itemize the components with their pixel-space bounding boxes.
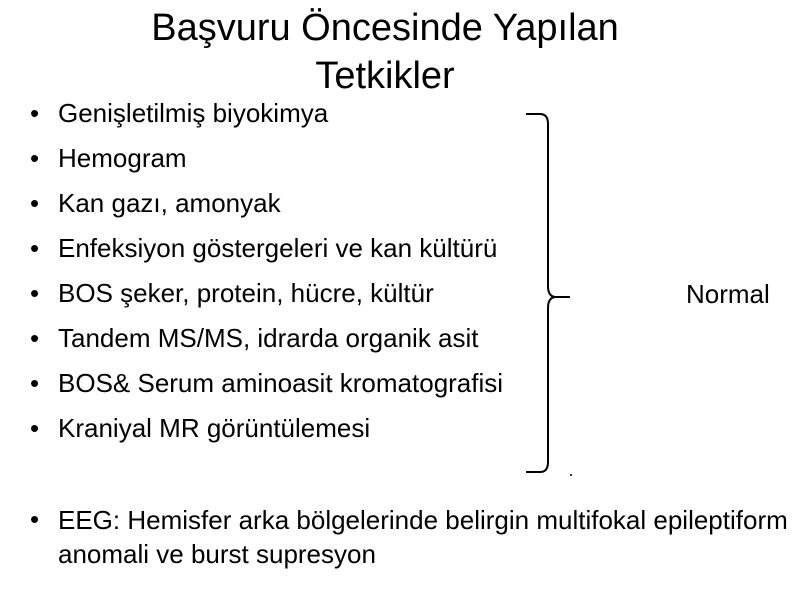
list-item-text: Tandem MS/MS, idrarda organik asit xyxy=(58,323,479,353)
slide-title: Başvuru Öncesinde Yapılan Tetkikler xyxy=(151,7,619,97)
bullet-icon: • xyxy=(30,368,40,398)
bullet-icon: • xyxy=(30,233,40,263)
list-item-text: Enfeksiyon göstergeleri ve kan kültürü xyxy=(58,233,498,263)
list-item-text: Genişletilmiş biyokimya xyxy=(58,98,329,128)
bullet-icon: • xyxy=(30,278,40,308)
bullet-icon: • xyxy=(30,323,40,353)
list-item-text: EEG: Hemisfer arka bölgelerinde belirgin multifokal epileptiform anomali ve burst supresyon xyxy=(58,505,788,569)
list-item-text: Kraniyal MR görüntülemesi xyxy=(58,413,371,443)
list-item-text: Hemogram xyxy=(58,143,187,173)
list-item-text: BOS& Serum aminoasit kromatografisi xyxy=(58,368,504,398)
list-item-text: Kan gazı, amonyak xyxy=(58,188,281,218)
bullet-icon: • xyxy=(30,98,40,128)
list-item-text: BOS şeker, protein, hücre, kültür xyxy=(58,278,434,308)
bullet-icon: • xyxy=(30,504,40,534)
bullet-icon: • xyxy=(30,188,40,218)
bullet-icon: • xyxy=(30,413,40,443)
bullet-icon: • xyxy=(30,143,40,173)
result-label: Normal xyxy=(686,279,770,309)
